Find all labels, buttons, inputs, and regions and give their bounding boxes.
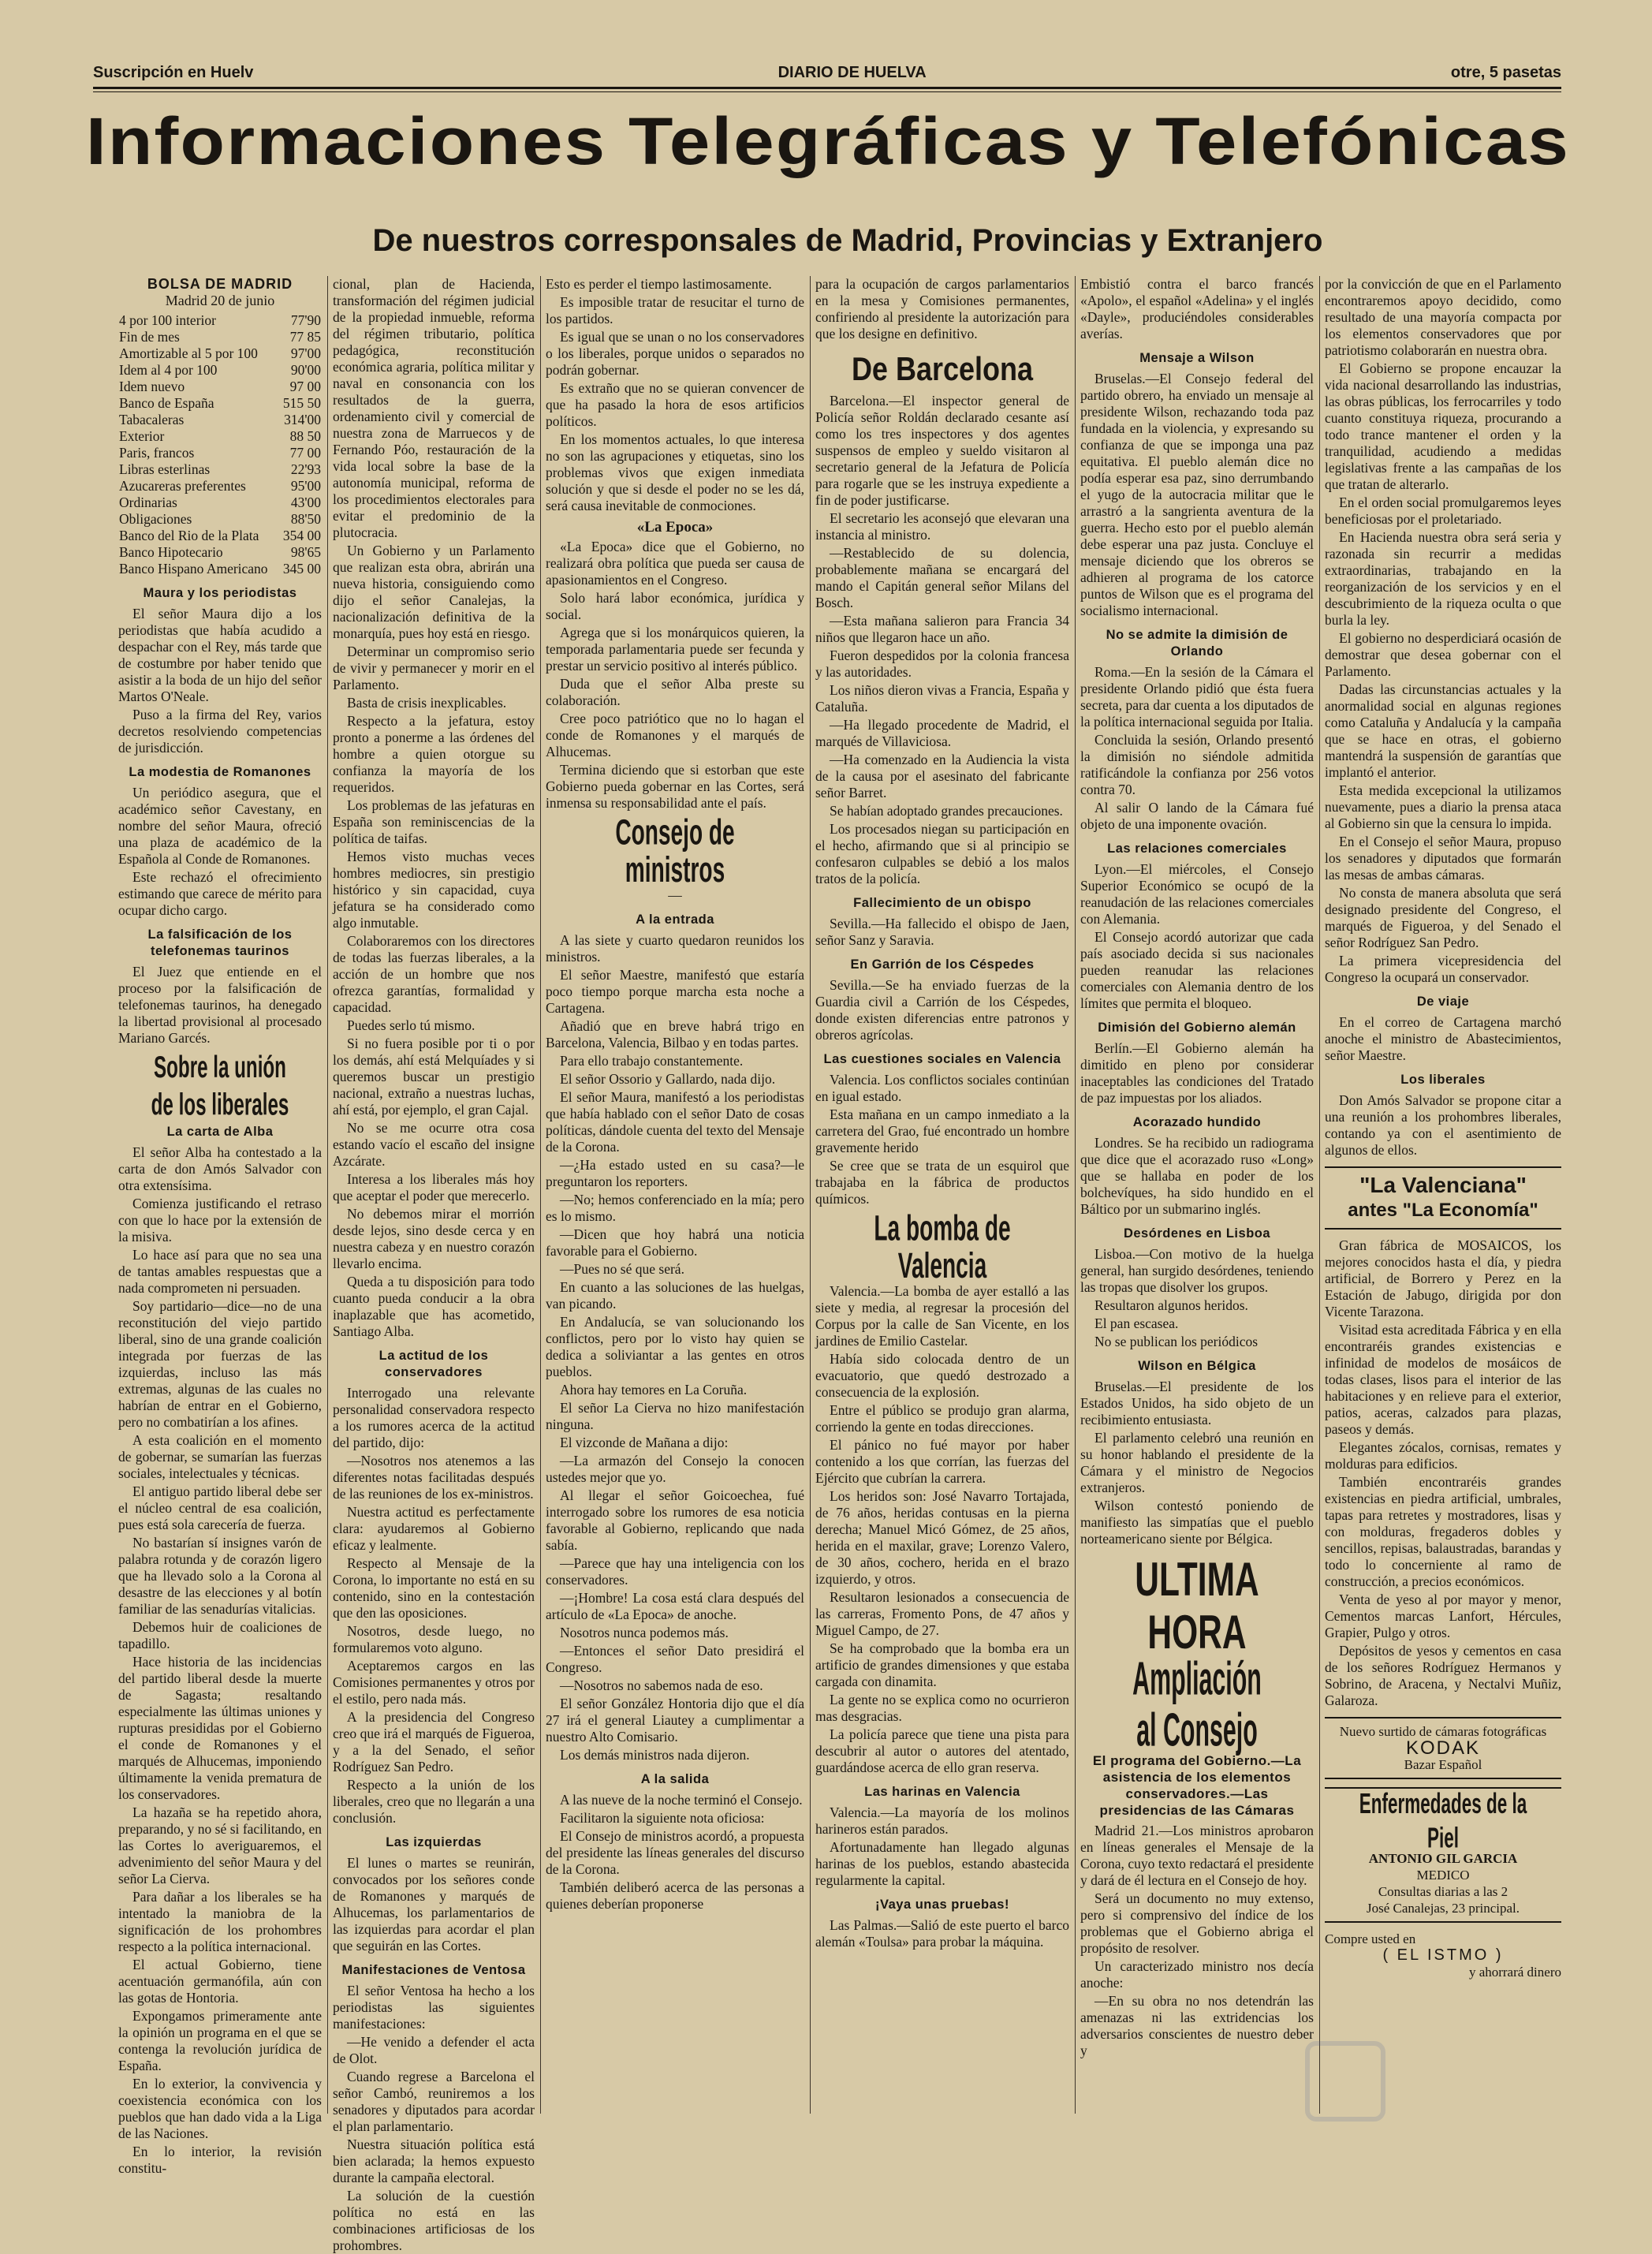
paragraph: Fueron despedidos por la colonia francesa y las autoridades. (815, 647, 1069, 680)
table-row: Amortizable al 5 por 100 97'00 (119, 345, 321, 361)
paragraph: Ahora hay temores en La Coruña. (560, 1382, 748, 1398)
paragraph: Dadas las circunstancias actuales y la anormalidad social en algunas regiones como Cataluña y Andalucía y la campaña que se hace en otras, el gobierno mantendrá la suspensión de garantías que implantó el anterior. (1325, 681, 1561, 780)
paragraph: Hace historia de las incidencias del partido liberal desde la muerte de Sagasta; resaltando especialmente las últimas uniones y rupturas presididas por el Gobierno el conde de Romanones y el marqués de Alhucemas, imponiendo últimamente la venida prematura de los conservadores. (118, 1654, 322, 1802)
running-header (93, 58, 1561, 87)
archive-stamp-icon (1305, 2041, 1385, 2122)
paragraph: El señor La Cierva no hizo manifestación ninguna. (546, 1400, 804, 1432)
table-row: Tabacaleras 314'00 (119, 412, 321, 427)
paragraph: Lo hace así para que no sea una de tantas amables respuestas que a nada comprometen ni persuaden. (118, 1247, 322, 1296)
paragraph: A esta coalición en el momento de gobernar, se sumarían las fuerzas sociales, intelectuales y técnicas. (118, 1432, 322, 1481)
section-heading: Wilson en Bélgica (1138, 1359, 1256, 1373)
paragraph: Interrogado una relevante personalidad conservadora respecto a los rumores acerca de la actitud del partido, dijo: (333, 1385, 535, 1450)
paragraph: A la presidencia del Congreso creo que irá el marqués de Figueroa, y a la del Senado, el señor Rodríguez San Pedro. (333, 1709, 535, 1774)
ad-title: "La Valenciana" (1359, 1173, 1527, 1197)
paragraph: Esta mañana en un campo inmediato a la carretera del Grao, fué encontrado un hombre gravemente herido (815, 1106, 1069, 1155)
paragraph: Madrid 21.—Los ministros aprobaron en líneas generales el Mensaje de la Corona, cuyo texto redactará el presidente y dará de él lectura en el Consejo de hoy. (1080, 1823, 1314, 1888)
column-2 (333, 276, 535, 2253)
paragraph: Los heridos son: José Navarro Tortajada, de 76 años, heridas contusas en la pierna derecha; Manuel Micó Gómez, de 25 años, herida en el maxilar, grave; Lorenzo Valero, de 30 años, cochero, herida en el brazo izquierdo, y otros. (815, 1488, 1069, 1587)
paragraph: Don Amós Salvador se propone citar a una reunión a los prohombres liberales, contando ya con el asentimiento de algunos de ellos. (1325, 1092, 1561, 1158)
section-heading: Dimisión del Gobierno alemán (1098, 1021, 1296, 1035)
paragraph: Nosotros, desde luego, no formularemos voto alguno. (333, 1623, 535, 1655)
paragraph: Agrega que si los monárquicos quieren, la temporada parlamentaria puede ser fecunda y prestar un servicio positivo al interés público. (546, 625, 804, 674)
paragraph: Colaboraremos con los directores de todas las fuerzas liberales, a la acción de un hombre que nos ofrezca garantías, formalidad y capacidad. (333, 933, 535, 1015)
column-4 (815, 276, 1069, 2114)
table-row: Banco Hipotecario 98'65 (119, 544, 321, 560)
ad-address: José Canalejas, 23 principal. (1366, 1901, 1520, 1916)
paragraph: Nosotros nunca podemos más. (560, 1625, 729, 1640)
paragraph: Roma.—En la sesión de la Cámara el presidente Orlando pidió que ésta fuera secreta, para dar cuenta a los diputados de la política internacional seguida por Italia. (1080, 664, 1314, 730)
paragraph: El señor Ossorio y Gallardo, nada dijo. (560, 1071, 776, 1087)
paragraph: En lo exterior, la convivencia y coexistencia económica con los pueblos que han dado vida a la Liga de las Naciones. (118, 2076, 322, 2141)
section-heading: Las izquierdas (386, 1835, 482, 1849)
paragraph: —La armazón del Consejo la conocen ustedes mejor que yo. (546, 1453, 804, 1485)
table-row: Banco de España 515 50 (119, 395, 321, 411)
bolsa-table (118, 312, 322, 577)
paragraph: Comienza justificando el retraso con que lo hace por la extensión de la misiva. (118, 1196, 322, 1245)
paragraph: El señor Maura dijo a los periodistas que había acudido a despachar con el Rey, más tarde que de costumbre por haber tenido que asistir a la boda de un hijo del señor Martos O'Neale. (118, 606, 322, 704)
paragraph: Este rechazó el ofrecimiento estimando que carece de mérito para ocupar dicho cargo. (118, 869, 322, 918)
table-row: Idem nuevo 97 00 (119, 379, 321, 394)
paragraph: También encontraréis grandes existencias en piedra artificial, umbrales, tapas para retretes y mostradores, lisas y con molduras, fregaderos dobles y sencillos, repisas, balaustradas, barandas y todo lo concerniente al ramo de construcción, a precios económicos. (1325, 1474, 1561, 1589)
section-heading: «La Epoca» (636, 519, 714, 536)
paragraph: En el orden social promulgaremos leyes beneficiosas por el proletariado. (1325, 494, 1561, 527)
ad-store: ( EL ISTMO ) (1382, 1946, 1504, 1964)
paragraph: Valencia. Los conflictos sociales continúan en igual estado. (815, 1072, 1069, 1104)
paragraph: por la convicción de que en el Parlamento encontraremos apoyo decidido, como resultado de una mayoría compacta por los elementos conservadores que por patriotismo colaborarán en nuestra obra. (1325, 276, 1561, 358)
paragraph: Será un documento no muy extenso, pero si comprensivo del índice de los problemas que el Gobierno abriga el propósito de resolver. (1080, 1890, 1314, 1956)
header-subscription: Suscripción en Huelv (93, 63, 254, 81)
paragraph: Queda a tu disposición para todo cuanto pueda conducir a la obra inaplazable que has acometido, Santiago Alba. (333, 1274, 535, 1339)
paragraph: —¿Ha estado usted en su casa?—le preguntaron los reporters. (546, 1157, 804, 1189)
paragraph: —No; hemos conferenciado en la mía; pero es lo mismo. (546, 1192, 804, 1224)
paragraph: Si no fuera posible por ti o por los demás, ahí está Melquíades y si queremos buscar un prestigio nacional, extraño a nuestras luchas, ahí está, por ejemplo, el gran Cajal. (333, 1036, 535, 1118)
paragraph: El señor Alba ha contestado a la carta de don Amós Salvador con otra extensísima. (118, 1144, 322, 1193)
paragraph: Respecto a la jefatura, estoy pronto a ponerme a las órdenes del hombre a quien otorgue su confianza la mayoría de los requeridos. (333, 713, 535, 795)
ad-line: y ahorrará dinero (1468, 1965, 1561, 1980)
section-heading: A la entrada (636, 912, 714, 927)
ad-hours: Consultas diarias a las 2 (1378, 1884, 1508, 1899)
column-5 (1080, 276, 1314, 2114)
column-3 (546, 276, 804, 2114)
paragraph: Lyon.—El miércoles, el Consejo Superior Económico se ocupó de la reanudación de las relaciones comerciales con Alemania. (1080, 861, 1314, 927)
paragraph: No debemos mirar el morrión desde lejos, sino desde cerca y en nuestra cabeza y en nuestro corazón llevarlo encima. (333, 1206, 535, 1271)
paragraph: —Ha comenzado en la Audiencia la vista de la causa por el asesinato del fabricante señor Barret. (815, 752, 1069, 800)
ad-line: Compre usted en (1325, 1931, 1416, 1946)
paragraph: Es igual que se unan o no los conservadores o los liberales, porque unidos o separados no podrán gobernar. (546, 329, 804, 378)
section-heading: Mensaje a Wilson (1139, 351, 1255, 365)
section-heading: Acorazado hundido (1132, 1115, 1262, 1129)
paragraph: Expongamos primeramente ante la opinión un programa en el que se contenga la revolución jurídica de España. (118, 2008, 322, 2073)
article-headline: Ampliación al Consejo (1132, 1651, 1262, 1756)
ad-store: Bazar Español (1404, 1757, 1482, 1772)
section-heading: Manifestaciones de Ventosa (341, 1963, 526, 1977)
paragraph: El parlamento celebró una reunión en su honor hablando el presidente de la Cámara y el ministro de Negocios extranjeros. (1080, 1430, 1314, 1495)
paragraph: En lo interior, la revisión constitu- (118, 2144, 322, 2176)
paragraph: En el Consejo el señor Maura, propuso los senadores y diputados que formarán las mesas de ambas cámaras. (1325, 834, 1561, 883)
paragraph: Barcelona.—El inspector general de Policía señor Roldán declarado cesante así como los tres inspectores y dos agentes suspensos de empleo y sueldo visitaron al secretario general de la Jefatura de Policía para rogarle que se les instruya expediente a fin de poder justificarse. (815, 393, 1069, 508)
ad-subtitle: antes "La Economía" (1348, 1200, 1538, 1221)
section-heading: Las cuestiones sociales en Valencia (823, 1052, 1061, 1066)
paragraph: El antiguo partido liberal debe ser el núcleo central de esa coalición, pues está sola carecería de fuerza. (118, 1483, 322, 1532)
paragraph: En los momentos actuales, lo que interesa no son las agrupaciones y etiquetas, sino los problemas vivos que exigen inmediata solución y que si desde el poder no se les dá, será causa inevitable de conmociones. (546, 431, 804, 513)
paragraph: También deliberó acerca de las personas a quienes deberían proponerse (546, 1879, 804, 1912)
paragraph: Basta de crisis inexplicables. (347, 695, 507, 711)
paragraph: Los problemas de las jefaturas en España son reminiscencias de la política de taifas. (333, 797, 535, 846)
section-heading: Fallecimiento de un obispo (853, 896, 1031, 910)
paragraph: Había sido colocada dentro de un evacuatorio, que quedó destrozado a consecuencia de la explosión. (815, 1351, 1069, 1400)
paragraph: Wilson contestó poniendo de manifiesto las simpatías que el pueblo norteamericano siente por Bélgica. (1080, 1498, 1314, 1547)
paragraph: Sevilla.—Ha fallecido el obispo de Jaen, señor Sanz y Saravia. (815, 916, 1069, 948)
bolsa-title: BOLSA DE MADRID (147, 276, 293, 292)
ultima-hora-headline: ULTIMA HORA (1135, 1552, 1259, 1659)
paragraph: La hazaña se ha repetido ahora, preparando, y no sé si facilitando, en las Cortes lo averiguaremos, el advenimiento del señor Maura y del señor La Cierva. (118, 1804, 322, 1886)
paragraph: Visitad esta acreditada Fábrica y en ella encontraréis grandes existencias e infinidad de modelos de mosáicos de todas clases, lisos para el interior de las habitaciones y en relieve para el exterior, patios, aceras, calzados para plazas, paseos y demás. (1325, 1322, 1561, 1437)
bolsa-date: Madrid 20 de junio (165, 293, 275, 308)
table-row: Exterior 88 50 (119, 428, 321, 444)
paragraph: Solo hará labor económica, jurídica y social. (546, 590, 804, 622)
paragraph: Los demás ministros nada dijeron. (560, 1747, 750, 1763)
paragraph: Debemos huir de coaliciones de tapadillo. (118, 1619, 322, 1651)
article-headline: De Barcelona (851, 349, 1034, 387)
paragraph: —Restablecido de su dolencia, probablemente mañana se encargará del mando el Capitán general señor Milans del Bosch. (815, 545, 1069, 610)
table-row: Fin de mes 77 85 (119, 329, 321, 345)
divider-dash: — (668, 887, 682, 903)
paragraph: Respecto a la unión de los liberales, creo que no llegarán a una conclusión. (333, 1777, 535, 1826)
paragraph: Soy partidario—dice—no de una reconstitución del viejo partido liberal, sino de una grande coalición integrada por fuerzas de las izquierdas, incluso las más extremas, algunas de las cuales no habrían de entrar en el Gobierno, pero no combatirían a los afines. (118, 1298, 322, 1430)
ad-kodak (1325, 1717, 1561, 1779)
paragraph: —Nosotros nos atenemos a las diferentes notas facilitadas después de las reuniones de los ex-ministros. (333, 1453, 535, 1502)
paragraph: Venta de yeso al por mayor y menor, Cementos marcas Lanfort, Hércules, Grapier, Pulgo y otros. (1325, 1592, 1561, 1640)
article-headline: Sobre la unión de los liberales (151, 1049, 289, 1121)
header-rule-thin (93, 91, 1561, 92)
column-divider (810, 276, 811, 2114)
paragraph: Es extraño que no se quieran convencer de que ha pasado la hora de esos artificios políticos. (546, 380, 804, 429)
ad-doctor-name: ANTONIO GIL GARCIA (1368, 1851, 1518, 1866)
column-1 (118, 276, 322, 2176)
paragraph: Embistió contra el barco francés «Apolo», el español «Adelina» y el inglés «Dayle», produciéndoles considerables averías. (1080, 276, 1314, 341)
paragraph: A las siete y cuarto quedaron reunidos los ministros. (546, 932, 804, 965)
paragraph: La policía parece que tiene una pista para descubrir al autor o autores del atentado, guardándose acerca de ello gran reserva. (815, 1726, 1069, 1775)
paragraph: En Hacienda nuestra obra será seria y razonada sin recurrir a medidas extraordinarias, trabajando en la reorganización de los servicios y en el descubrimiento de la riqueza oculta o que burla la ley. (1325, 529, 1561, 628)
ad-role: MEDICO (1416, 1868, 1470, 1883)
paragraph: En el correo de Cartagena marchó anoche el ministro de Abastecimientos, señor Maestre. (1325, 1014, 1561, 1063)
paragraph: Valencia.—La bomba de ayer estalló a las siete y media, al regresar la procesión del Corpus por la calle de San Vicente, en los jardines de Emilio Castelar. (815, 1283, 1069, 1349)
paragraph: —Parece que hay una inteligencia con los conservadores. (546, 1555, 804, 1588)
paragraph: El secretario les aconsejó que elevaran una instancia al ministro. (815, 510, 1069, 543)
section-heading: En Garrión de los Céspedes (850, 957, 1035, 972)
article-headline: La bomba de Valencia (874, 1207, 1011, 1286)
paragraph: Esto es perder el tiempo lastimosamente. (546, 276, 772, 292)
column-divider (1075, 276, 1076, 2114)
paragraph: —Nosotros no sabemos nada de eso. (560, 1677, 763, 1693)
paragraph: Se cree que se trata de un esquirol que trabajaba en la fábrica de productos químicos. (815, 1158, 1069, 1207)
paragraph: El señor González Hontoria dijo que el día 27 irá el general Liautey a cumplimentar a nuestro Alto Comisario. (546, 1696, 804, 1745)
ad-title: Enfermedades de la Piel (1359, 1789, 1527, 1854)
paragraph: La gente no se explica como no ocurrieron mas desgracias. (815, 1692, 1069, 1724)
paragraph: Puso a la firma del Rey, varios decretos resolviendo competencias de jurisdicción. (118, 707, 322, 756)
section-heading: Maura y los periodistas (143, 586, 297, 600)
paragraph: El señor Maestre, manifestó que estaría poco tiempo porque marcha esta noche a Cartagena. (546, 967, 804, 1016)
paragraph: Interesa a los liberales más hoy que aceptar el poder que merecerlo. (333, 1171, 535, 1204)
header-rule-thick (93, 87, 1561, 89)
paragraph: —En su obra no nos detendrán las amenazas ni las extridencias los adversarios conscientes de nuestro deber y (1080, 1993, 1314, 2058)
paragraph: Bruselas.—El presidente de los Estados Unidos, ha sido objeto de un recibimiento entusiasta. (1080, 1379, 1314, 1427)
table-row: Azucareras preferentes 95'00 (119, 478, 321, 494)
section-heading: El programa del Gobierno.—La asistencia de los elementos conservadores.—Las presidencias de las Cámaras (1092, 1753, 1302, 1818)
section-heading: La actitud de los conservadores (379, 1349, 489, 1379)
paragraph: Nuestra actitud es perfectamente clara: ayudaremos al Gobierno eficaz y lealmente. (333, 1504, 535, 1553)
column-divider (540, 276, 541, 2114)
paragraph: Determinar un compromiso serio de vivir y permanecer y morir en el Parlamento. (333, 644, 535, 692)
table-row: Idem al 4 por 100 90'00 (119, 362, 321, 378)
paragraph: Un Gobierno y un Parlamento que realizan esta obra, abrirán una nueva historia, consiguiendo como dijo el señor Canalejas, la nacionalización definitiva de la monarquía, pues hoy está en riesgo. (333, 543, 535, 641)
paragraph: El lunes o martes se reunirán, convocados por los señores conde de Romanones y marqués de Alhucemas, los parlamentarios de las izquierdas para acordar el plan que seguirán en las Cortes. (333, 1855, 535, 1954)
header-price: otre, 5 pasetas (1450, 63, 1561, 81)
paragraph: A las nueve de la noche terminó el Consejo. (560, 1792, 803, 1808)
paragraph: Termina diciendo que si estorban que este Gobierno pueda gobernar en las Cortes, será inmensa su responsabilidad ante el país. (546, 762, 804, 811)
paragraph: El señor Ventosa ha hecho a los periodistas las siguientes manifestaciones: (333, 1983, 535, 2032)
table-row: Paris, francos 77 00 (119, 445, 321, 461)
paragraph: La solución de la cuestión política no está en las combinaciones artificiosas de los prohombres. (333, 2188, 535, 2253)
paragraph: Depósitos de yesos y cementos en casa de los señores Rodríguez Hermanos y Sobrino, de Aracena, y Nectalvi Muñiz, Galaroza. (1325, 1643, 1561, 1708)
paragraph: —Dicen que hoy habrá una noticia favorable para el Gobierno. (546, 1226, 804, 1259)
table-row: Banco del Rio de la Plata 354 00 (119, 528, 321, 543)
paragraph: Entre el público se produjo gran alarma, corriendo la gente en todas direcciones. (815, 1402, 1069, 1435)
paragraph: Al llegar el señor Goicoechea, fué interrogado sobre los rumores de esa noticia favorable al Gobierno, replicando que nada sabía. (546, 1487, 804, 1553)
ad-dermatologist (1325, 1787, 1561, 1923)
table-row: Libras esterlinas 22'93 (119, 461, 321, 477)
paragraph: En cuanto a las soluciones de las huelgas, van picando. (546, 1279, 804, 1312)
paragraph: El Consejo acordó autorizar que cada país asociado decida si sus nacionales pueden reanudar las relaciones comerciales con Alemania dentro de los límites que permita el bloqueo. (1080, 929, 1314, 1011)
paragraph: —Pues no sé que será. (560, 1261, 684, 1277)
paragraph: Un periódico asegura, que el académico señor Cavestany, en nombre del señor Maura, ofreció una plaza de académico de la Española al Conde de Romanones. (118, 785, 322, 867)
paragraph: Las Palmas.—Salió de este puerto el barco alemán «Toulsa» para probar la máquina. (815, 1917, 1069, 1950)
section-heading: Desórdenes en Lisboa (1123, 1226, 1271, 1241)
paragraph: Los procesados niegan su participación en el hecho, afirmando que si al principio se confesaron culpables se debió a los malos tratos de la policía. (815, 821, 1069, 886)
paragraph: Para ello trabajo constantemente. (560, 1053, 744, 1069)
article-headline: Consejo de ministros (615, 812, 735, 890)
paragraph: El pan escasea. (1094, 1315, 1179, 1331)
paragraph: Resultaron lesionados a consecuencia de las carreras, Fromento Pons, de 47 años y Miguel Campo, de 27. (815, 1589, 1069, 1638)
ad-la-valenciana (1325, 1166, 1561, 1230)
paragraph: —He venido a defender el acta de Olot. (333, 2034, 535, 2066)
header-newspaper-name: DIARIO DE HUELVA (778, 63, 927, 81)
paragraph: El gobierno no desperdiciará ocasión de demostrar que desea gobernar con el Parlamento. (1325, 630, 1561, 679)
paragraph: Berlín.—El Gobierno alemán ha dimitido en pleno por considerar inaceptables las condiciones del Tratado de paz impuestas por los aliados. (1080, 1040, 1314, 1106)
paragraph: El pánico no fué mayor por haber contenido a los que corrían, las fuerzas del Ejército que cubrían la carrera. (815, 1437, 1069, 1486)
section-heading: Las relaciones comerciales (1107, 842, 1287, 856)
table-row: Obligaciones 88'50 (119, 511, 321, 527)
paragraph: —Esta mañana salieron para Francia 34 niños que llegaron hace un año. (815, 613, 1069, 645)
table-row: Banco Hispano Americano 345 00 (119, 561, 321, 577)
paragraph: Bruselas.—El Consejo federal del partido obrero, ha enviado un mensaje al presidente Wilson, rechazando toda paz fundada en la violencia, y expresando su confianza de que se imponga una paz equitativa. El pueblo alemán dice no podía esperar esa paz, sino derrumbando el yugo de la autocracia militar que le arrastró a la sangrienta aventura de la guerra. Hecho esto por el pueblo alemán debe esperar una paz justa. Concluye el mensaje diciendo que los obreros se adhieren al programa de los catorce puntos de Wilson que es el programa del socialismo internacional. (1080, 371, 1314, 618)
paragraph: Puedes serlo tú mismo. (347, 1017, 475, 1033)
paragraph: —¡Hombre! La cosa está clara después del artículo de «La Epoca» de anoche. (546, 1590, 804, 1622)
paragraph: Facilitaron la siguiente nota oficiosa: (560, 1810, 765, 1826)
paragraph: cional, plan de Hacienda, transformación del régimen judicial de la propiedad inmueble, reforma del régimen tributario, política pedagógica, reconstitución económica agraria, política militar y naval en consonancia con los resultados de la guerra, ordenamiento civil y comercial de nuestra zona de Marruecos y de Fernando Póo, restauración de la vida local sobre la base de la autonomía municipal, reforma de los procedimientos electorales para evitar el predominio de la plutocracia. (333, 276, 535, 540)
paragraph: Lisboa.—Con motivo de la huelga general, han surgido desórdenes, teniendo las tropas que disolver los grupos. (1080, 1246, 1314, 1295)
paragraph: Se ha comprobado que la bomba era un artificio de grandes dimensiones y que estaba cargada con dinamita. (815, 1640, 1069, 1689)
paragraph: Afortunadamente han llegado algunas harinas de los pueblos, estando abastecida regularmente la capital. (815, 1839, 1069, 1888)
paragraph: Respecto al Mensaje de la Corona, lo importante no está en su contenido, sino en la contestación que den las oposiciones. (333, 1555, 535, 1621)
paragraph: «La Epoca» dice que el Gobierno, no realizará obra política que pueda ser causa de apasionamientos en el Congreso. (546, 539, 804, 588)
paragraph: El Consejo de ministros acordó, a propuesta del presidente las líneas generales del discurso de la Corona. (546, 1828, 804, 1877)
paragraph: Para dañar a los liberales se ha intentado la maniobra de la significación de los prohombres respecto a la política internacional. (118, 1889, 322, 1954)
paragraph: Cree poco patriótico que no lo hagan el conde de Romanones y el marqués de Alhucemas. (546, 711, 804, 759)
paragraph: Nuestra situación política está bien aclarada; la hemos expuesto durante la campaña electoral. (333, 2136, 535, 2185)
paragraph: No consta de manera absoluta que será designado presidente del Congreso, el marqués de Figueroa, y del Senado el señor Rodríguez San Pedro. (1325, 885, 1561, 950)
section-heading: No se admite la dimisión de Orlando (1106, 628, 1288, 659)
paragraph: El vizconde de Mañana a dijo: (560, 1435, 729, 1450)
paragraph: Resultaron algunos heridos. (1094, 1297, 1248, 1313)
paragraph: Añadió que en breve habrá trigo en Barcelona, Valencia, Bilbao y en todas partes. (546, 1018, 804, 1050)
paragraph: —Entonces el señor Dato presidirá el Congreso. (546, 1643, 804, 1675)
paragraph: La primera vicepresidencia del Congreso la ocupará un conservador. (1325, 953, 1561, 985)
paragraph: Gran fábrica de MOSAICOS, los mejores conocidos hasta el día, y piedra artificial, de Borrero y Perez en la Estación de Jabugo, dirigida por don Vicente Tarazona. (1325, 1237, 1561, 1319)
paragraph: Duda que el señor Alba preste su colaboración. (546, 676, 804, 708)
paragraph: Esta medida excepcional la utilizamos nuevamente, pues a diario la prensa ataca al Gobierno sin que la censura lo impida. (1325, 782, 1561, 831)
paragraph: No se me ocurre otra cosa estando vacío el escaño del insigne Azcárate. (333, 1120, 535, 1169)
table-row: 4 por 100 interior 77'90 (119, 312, 321, 328)
paragraph: Cuando regrese a Barcelona el señor Cambó, reuniremos a los senadores y diputados para acordar el plan parlamentario. (333, 2069, 535, 2134)
paragraph: No se publican los periódicos (1094, 1334, 1259, 1349)
section-heading: ¡Vaya unas pruebas! (875, 1898, 1009, 1912)
paragraph: El señor Maura, manifestó a los periodistas que había hablado con el señor Dato de cosas políticas, dándole cuenta del texto del Mensaje de la Corona. (546, 1089, 805, 1155)
paragraph: Hemos visto muchas veces hombres mediocres, sin prestigio histórico y sin capacidad, cuya jefatura se ha considerado como algo inmutable. (333, 849, 535, 931)
masthead-title: Informaciones Telegráficas y Telefónicas (86, 104, 1570, 178)
column-divider (327, 276, 328, 2114)
table-row: Ordinarias 43'00 (119, 494, 321, 510)
section-heading: Los liberales (1400, 1073, 1486, 1087)
section-heading: La carta de Alba (166, 1125, 274, 1139)
paragraph: Al salir O lando de la Cámara fué objeto de una imponente ovación. (1080, 800, 1314, 832)
paragraph: para la ocupación de cargos parlamentarios en la mesa y Comisiones permanentes, confiriendo al presidente la autorización para que los designe en definitivo. (815, 276, 1069, 341)
section-heading: Las harinas en Valencia (864, 1785, 1020, 1799)
column-6 (1325, 276, 1561, 2114)
section-heading: La modestia de Romanones (129, 765, 311, 779)
paragraph: El Gobierno se propone encauzar la vida nacional desarrollando las industrias, las obras públicas, los ferrocarriles y todo cuanto constituya riqueza, procurando a todo trance mantener el orden y la tranquilidad, acudiendo a medidas legislativas frente a las campañas de los que tratan de alterarlo. (1325, 360, 1561, 492)
paragraph: Aceptaremos cargos en las Comisiones permanentes y otros por el estilo, pero nada más. (333, 1658, 535, 1707)
paragraph: Elegantes zócalos, cornisas, remates y molduras para edificios. (1325, 1439, 1561, 1472)
ad-brand: KODAK (1405, 1737, 1481, 1759)
section-heading: La falsificación de los telefonemas taurinos (147, 927, 293, 958)
paragraph: Los niños dieron vivas a Francia, España y Cataluña. (815, 682, 1069, 715)
paragraph: El Juez que entiende en el proceso por la falsificación de telefonemas taurinos, ha denegado la libertad provisional al procesado Mariano Garcés. (118, 964, 322, 1046)
paragraph: Londres. Se ha recibido un radiograma que dice que el acorazado ruso «Long» que se hallaba en poder de los bolchevíques, ha sido hundido en el Báltico por un submarino inglés. (1080, 1135, 1314, 1217)
paragraph: Se habían adoptado grandes precauciones. (830, 803, 1063, 819)
section-heading: A la salida (640, 1772, 710, 1786)
paragraph: Un caracterizado ministro nos decía anoche: (1080, 1958, 1314, 1991)
paragraph: El actual Gobierno, tiene acentuación germanófila, aún con las gotas de Hontoria. (118, 1957, 322, 2006)
paragraph: —Ha llegado procedente de Madrid, el marqués de Villaviciosa. (815, 717, 1069, 749)
section-heading: De viaje (1416, 995, 1470, 1009)
ad-line: Nuevo surtido de cámaras fotográficas (1339, 1724, 1547, 1739)
paragraph: En Andalucía, se van solucionando los conflictos, pero por lo visto hay quien se dedica a soliviantar a las gentes en otros pueblos. (546, 1314, 804, 1379)
ad-el-istmo (1325, 1931, 1561, 1980)
masthead-subtitle: De nuestros corresponsales de Madrid, Provincias y Extranjero (372, 223, 1323, 258)
paragraph: Concluida la sesión, Orlando presentó la dimisión no siéndole admitida ratificándole la confianza por 256 votos contra 70. (1080, 732, 1314, 797)
paragraph: Valencia.—La mayoría de los molinos harineros están parados. (815, 1804, 1069, 1837)
column-divider (1319, 276, 1320, 2114)
paragraph: Sevilla.—Se ha enviado fuerzas de la Guardia civil a Carrión de los Céspedes, donde existen diferencias entre patronos y obreros agrícolas. (815, 977, 1069, 1043)
paragraph: Es imposible tratar de resucitar el turno de los partidos. (546, 294, 804, 327)
paragraph: No bastarían sí insignes varón de palabra rotunda y de corazón ligero que ha llevado solo a la Corona al desastre de las elecciones y al botín familiar de las senadurías vitalicias. (118, 1535, 322, 1617)
